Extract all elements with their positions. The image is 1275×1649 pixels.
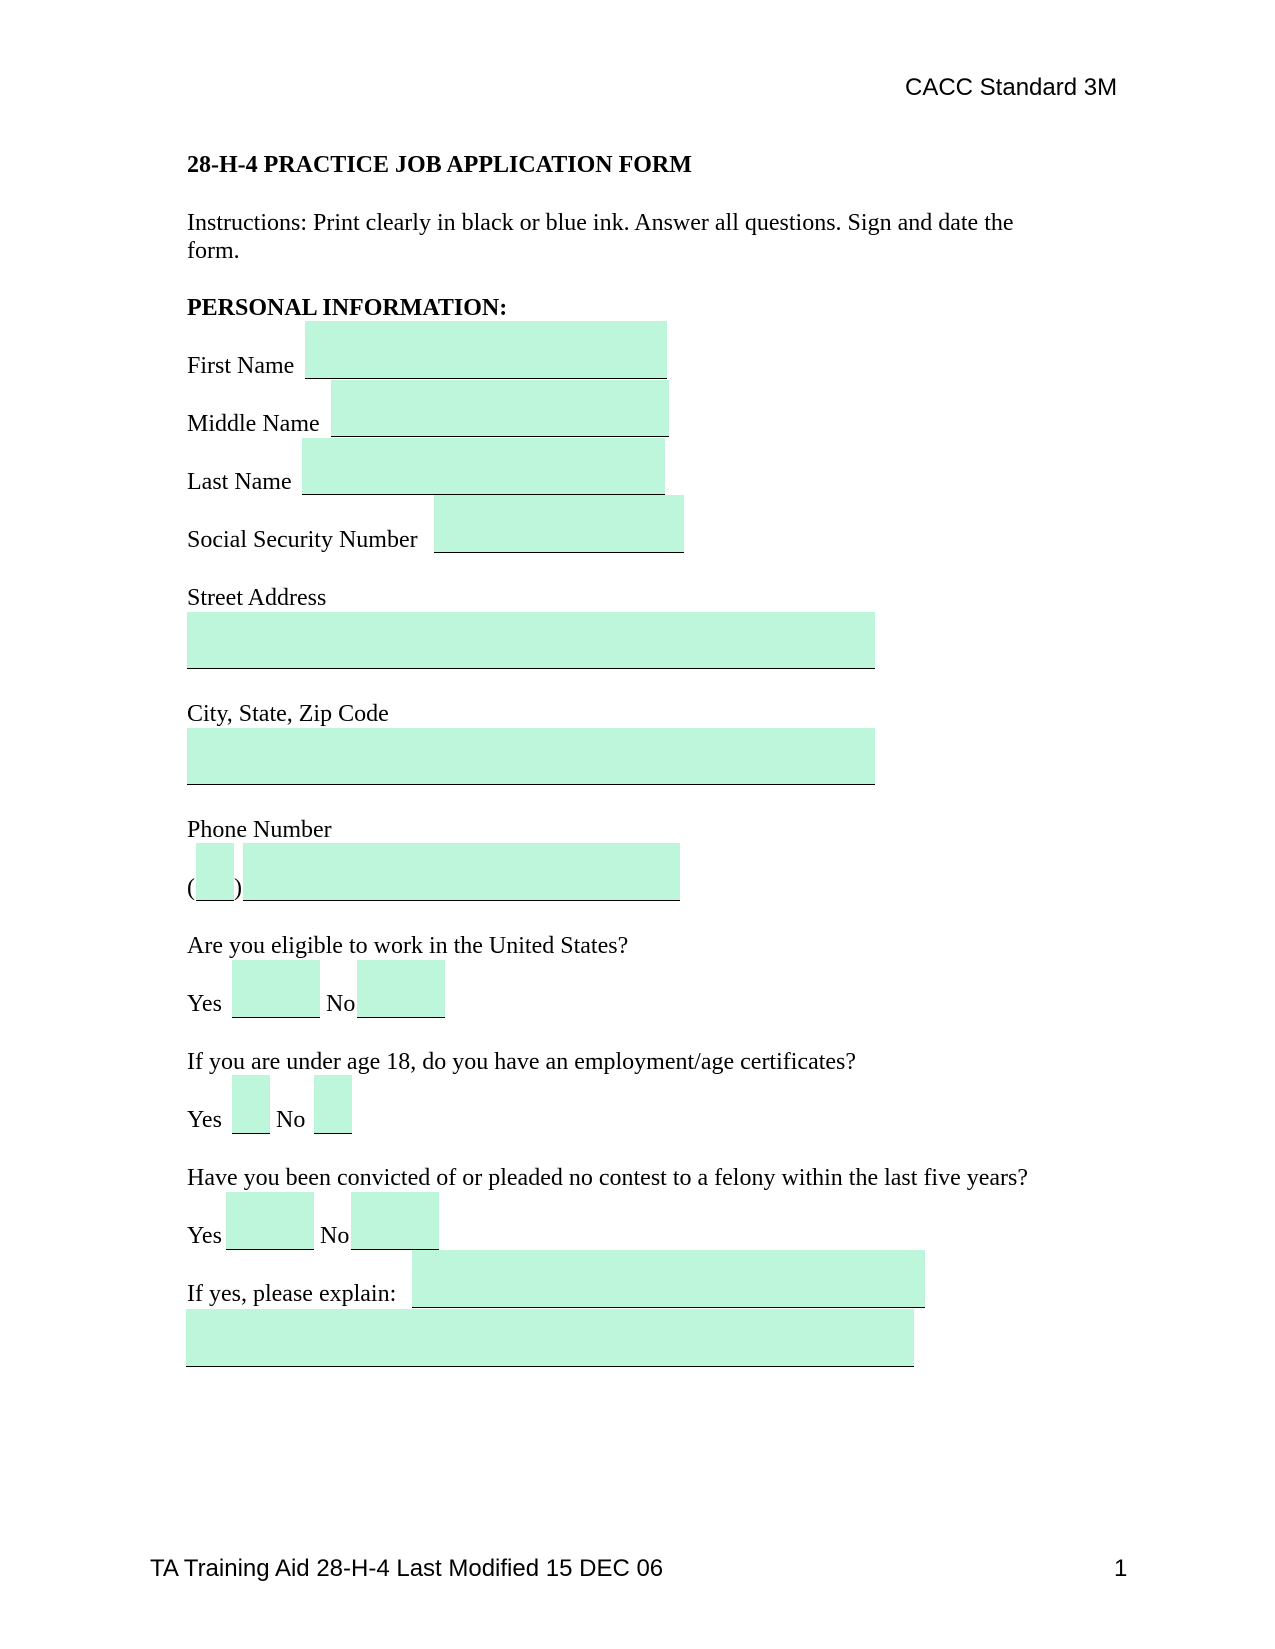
- middle-name-field[interactable]: [331, 380, 669, 437]
- felony-yes-field[interactable]: [226, 1192, 314, 1250]
- under-18-question: If you are under age 18, do you have an employment/age certificates?: [187, 1049, 857, 1075]
- eligible-no-label: No: [326, 991, 356, 1017]
- explain-field-line-1[interactable]: [412, 1250, 925, 1308]
- felony-question: Have you been convicted of or pleaded no contest to a felony within the last five years?: [187, 1165, 1029, 1191]
- phone-close-paren: ): [234, 875, 242, 901]
- page-number: 1: [1114, 1555, 1128, 1582]
- felony-no-field[interactable]: [351, 1192, 439, 1250]
- eligible-yes-field[interactable]: [232, 960, 320, 1018]
- city-state-zip-label: City, State, Zip Code: [187, 701, 389, 727]
- eligible-question: Are you eligible to work in the United States?: [187, 933, 629, 959]
- street-address-label: Street Address: [187, 585, 327, 611]
- middle-name-label: Middle Name: [187, 411, 320, 437]
- first-name-label: First Name: [187, 353, 295, 379]
- phone-label: Phone Number: [187, 817, 332, 843]
- street-address-field[interactable]: [187, 612, 875, 669]
- instructions-line-2: form.: [187, 238, 240, 264]
- felony-no-label: No: [320, 1223, 350, 1249]
- header-standard: CACC Standard 3M: [905, 74, 1118, 101]
- footer-text: TA Training Aid 28-H-4 Last Modified 15 DEC 06: [150, 1555, 664, 1582]
- felony-yes-label: Yes: [187, 1223, 222, 1249]
- last-name-label: Last Name: [187, 469, 292, 495]
- eligible-no-field[interactable]: [357, 960, 445, 1018]
- phone-area-code-field[interactable]: [196, 843, 234, 901]
- instructions-line-1: Instructions: Print clearly in black or blue ink. Answer all questions. Sign and date the: [187, 210, 1014, 236]
- explain-field-line-2[interactable]: [186, 1309, 914, 1367]
- under-18-yes-field[interactable]: [232, 1075, 270, 1134]
- first-name-field[interactable]: [305, 321, 667, 379]
- under-18-yes-label: Yes: [187, 1107, 222, 1133]
- last-name-field[interactable]: [302, 438, 665, 495]
- phone-number-field[interactable]: [243, 843, 680, 901]
- city-state-zip-field[interactable]: [187, 728, 875, 785]
- ssn-label: Social Security Number: [187, 527, 418, 553]
- ssn-field[interactable]: [434, 495, 684, 553]
- under-18-no-label: No: [276, 1107, 306, 1133]
- explain-label: If yes, please explain:: [187, 1281, 397, 1307]
- section-heading: PERSONAL INFORMATION:: [187, 295, 508, 321]
- phone-open-paren: (: [187, 875, 195, 901]
- eligible-yes-label: Yes: [187, 991, 222, 1017]
- form-title: 28-H-4 PRACTICE JOB APPLICATION FORM: [187, 152, 692, 178]
- under-18-no-field[interactable]: [314, 1075, 352, 1134]
